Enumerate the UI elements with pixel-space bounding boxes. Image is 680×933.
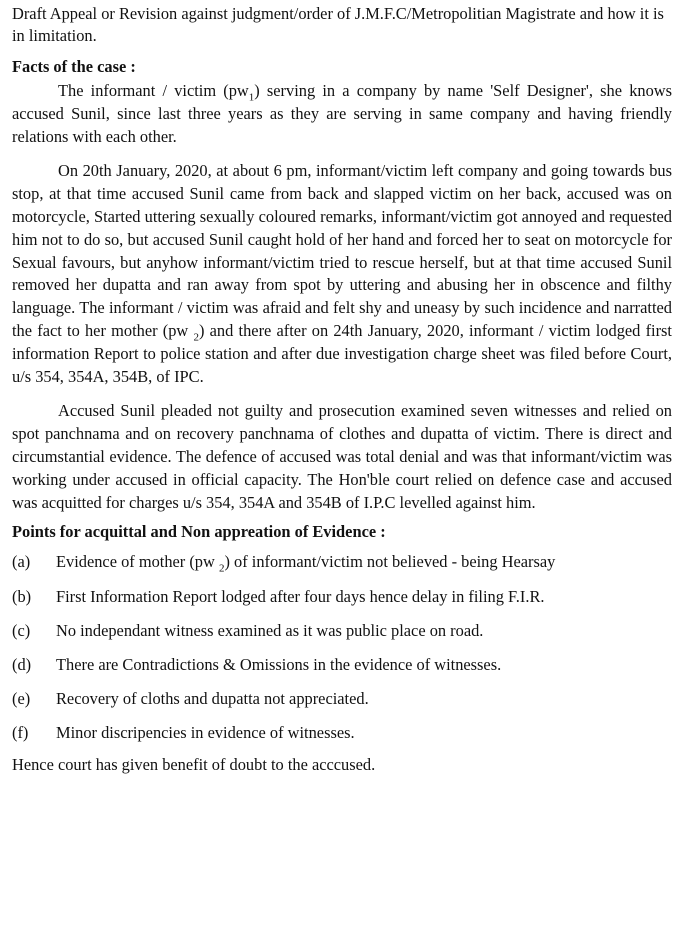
list-item — [12, 620, 672, 642]
point-a-text-a: Evidence of mother (pw — [56, 552, 219, 572]
list-item-text: There are Contradictions & Omissions in the evidence of witnesses. — [56, 654, 502, 674]
list-item-text — [56, 551, 672, 573]
list-item — [12, 551, 672, 573]
point-a-text-b: ) of informant/victim not believed - being Hearsay — [224, 552, 556, 572]
para1-text-b: ) serving in a company by name 'Self Designer', she knows accused Sunil, since last three years as they are serving in same company and having friendly relations with each other. — [12, 81, 672, 146]
para2-text-b: ) and there after on 24th January, 2020, informant / victim lodged first information Report to police station and after due investigation charge sheet was filed before Court, u/s 354, 354A, 354B, of IPC. — [12, 320, 672, 386]
list-marker: (b) — [12, 586, 32, 606]
list-item-text: Recovery of cloths and dupatta not appreciated. — [56, 689, 369, 709]
closing-statement: Hence court has given benefit of doubt to the acccused. — [12, 755, 376, 775]
facts-paragraph-3: Accused Sunil pleaded not guilty and prosecution examined seven witnesses and relied on spot panchnama and on recovery panchnama of clothes and dupatta of victim. There is direct and circumstantial evidence. The defence of accused was total denial and was that informant/victim was working under accused in official capacity. The Hon'ble court relied on defence case and accused was acquitted for charges u/s 354, 354A and 354B of I.P.C levelled against him. — [12, 401, 672, 512]
list-item — [12, 586, 672, 608]
list-item — [12, 654, 672, 676]
list-marker: (a) — [12, 552, 31, 572]
list-marker: (f) — [12, 723, 29, 743]
points-list — [12, 551, 672, 744]
para1-text-a: The informant / victim (pw — [58, 81, 249, 100]
document-title: Draft Appeal or Revision against judgment/order of J.M.F.C/Metropolitian Magistrate and how it is in limitation. — [12, 4, 664, 45]
para1-subscript: 1 — [248, 91, 255, 104]
list-item-text: First Information Report lodged after four days hence delay in filing F.I.R. — [56, 586, 545, 606]
facts-heading: Facts of the case : — [12, 57, 136, 76]
para2-subscript: 2 — [193, 331, 199, 344]
facts-paragraph-2 — [12, 160, 672, 388]
list-item-text: No independant witness examined as it was public place on road. — [56, 620, 484, 640]
list-item — [12, 688, 672, 710]
list-item-text: Minor discripencies in evidence of witnesses. — [56, 723, 355, 743]
facts-paragraph-1 — [12, 80, 672, 148]
points-heading: Points for acquittal and Non appreation of Evidence : — [12, 522, 386, 542]
point-a-subscript: 2 — [218, 562, 225, 575]
list-marker: (e) — [12, 689, 31, 709]
list-item — [12, 722, 672, 744]
list-marker: (d) — [12, 654, 32, 674]
list-marker: (c) — [12, 620, 31, 640]
para2-text-a: On 20th January, 2020, at about 6 pm, informant/victim left company and going towards bus stop, at that time accused Sunil came from back and slapped victim on her back, accused was on motorcycle, Started uttering sexually coloured remarks, informant/victim got annoyed and requested him not to do so, but accused Sunil caught hold of her hand and forced her to seat on motorcycle for Sexual favours, but anyhow informant/victim tried to rescue herself, but at that time accused Sunil removed her dupatta and ran away from spot by uttering and abusing her in obscence and filthy language. The informant / victim was afraid and felt shy and uneasy by such incidence and narratted the fact to her mother (pw — [12, 161, 672, 340]
